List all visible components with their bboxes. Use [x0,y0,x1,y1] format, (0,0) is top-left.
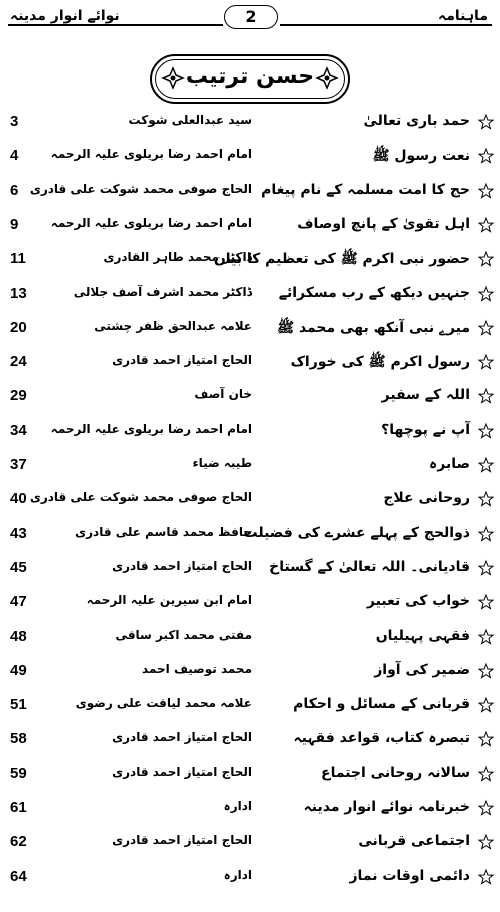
toc-entry-author: خان آصف [194,387,252,402]
toc-entry-title: حضور نبی اکرم ﷺ کی تعظیم کا بیان [213,251,470,268]
toc-entry-title: قربانی کے مسائل و احکام [293,696,470,713]
toc-entry-title: ضمیر کی آواز [374,661,470,678]
toc-entry-page-number: 61 [10,799,27,816]
toc-entry-title: رسول اکرم ﷺ کی خوراک [290,354,470,371]
toc-entry[interactable] [0,760,500,790]
toc-entry[interactable] [0,863,500,893]
toc-entry-page-number: 43 [10,524,27,542]
toc-entry[interactable] [0,828,500,858]
toc-entry[interactable] [0,794,500,824]
toc-entry-title: تبصرہ کتاب، قواعد فقہیہ [293,730,470,747]
toc-entry[interactable] [0,108,500,138]
toc-title: حسن ترتیب [185,64,315,89]
toc-entry-author: الحاج امتیاز احمد قادری [112,558,252,573]
star-bullet-icon [478,148,494,164]
star-bullet-icon [478,834,494,850]
toc-entry-page-number: 11 [10,250,26,268]
toc-entry-author: الحاج امتیاز احمد قادری [112,833,252,848]
header-rule-left [8,24,223,26]
toc-entry-author: طیبہ ضیاء [192,456,252,470]
toc-entry-author: ادارہ [223,799,252,813]
header-right-title: ماہنامہ [438,8,488,24]
star-bullet-icon [478,457,494,473]
toc-entry-page-number: 62 [10,833,27,851]
toc-entry[interactable] [0,417,500,447]
toc-entry-author: امام احمد رضا بریلوی علیہ الرحمہ [50,147,252,162]
toc-entry-page-number: 49 [10,661,27,679]
toc-entry-page-number: 47 [10,593,27,611]
toc-entry-page-number: 59 [10,764,27,782]
star-bullet-icon [478,526,494,542]
toc-entry-author: امام احمد رضا بریلوی علیہ الرحمہ [50,421,252,436]
star-bullet-icon [478,183,494,199]
toc-entry-page-number: 3 [10,113,19,130]
toc-entry-title: فقہی پہیلیاں [375,627,470,644]
toc-entry-title: اللہ کے سفیر [381,387,470,404]
toc-entry-title: اہل تقویٰ کے پانچ اوصاف [297,215,470,232]
toc-entry[interactable] [0,657,500,687]
page-header [0,0,500,38]
toc-entry-author: امام احمد رضا بریلوی علیہ الرحمہ [50,215,252,230]
star-bullet-icon [478,629,494,645]
toc-entry[interactable] [0,142,500,172]
star-bullet-icon [478,320,494,336]
toc-entry-author: علامہ عبدالحق ظفر چشتی [94,318,252,333]
toc-entry-title: ذوالحج کے پہلے عشرے کی فضیلت [243,524,470,541]
toc-entry-page-number: 6 [10,181,19,199]
star-bullet-icon [478,286,494,302]
toc-entry-author: امام ابن سیرین علیہ الرحمہ [86,593,252,608]
toc-entry[interactable] [0,314,500,344]
star-bullet-icon [478,594,494,610]
toc-entry[interactable] [0,177,500,207]
toc-entry-author: الحاج امتیاز احمد قادری [112,353,252,368]
header-left-title: نوائے انوار مدینہ [10,8,120,24]
toc-entry-author: مفتی محمد اکبر ساقی [115,627,252,642]
toc-entry[interactable] [0,725,500,755]
star-bullet-icon [478,697,494,713]
toc-entry-page-number: 13 [10,284,27,302]
toc-entry-title: آپ نے پوچھا؟ [381,421,470,438]
toc-entry-page-number: 45 [10,558,27,576]
toc-entry-page-number: 37 [10,456,27,473]
toc-entry-author: الحاج صوفی محمد شوکت علی قادری [29,181,252,196]
toc-entry[interactable] [0,588,500,618]
toc-entry-title: خواب کی تعبیر [366,593,470,610]
toc-entry[interactable] [0,485,500,515]
toc-entry-page-number: 24 [10,353,27,371]
toc-entry-author: ڈاکٹر محمد طاہر القادری [103,250,252,265]
header-rule-right [280,24,492,26]
toc-entry-title: صابرہ [429,456,470,472]
toc-entry-author: علامہ محمد لیاقت علی رضوی [75,696,252,711]
toc-entry-page-number: 51 [10,696,27,714]
header-page-number: 2 [224,5,278,29]
toc-entry-author: الحاج صوفی محمد شوکت علی قادری [29,490,252,505]
toc-entry-page-number: 4 [10,147,19,165]
star-bullet-icon [478,731,494,747]
toc-entry-page-number: 48 [10,627,27,645]
toc-entry-title: حمد باری تعالیٰ [363,113,470,129]
toc-entry[interactable] [0,211,500,241]
toc-entry[interactable] [0,691,500,721]
toc-entry-author: الحاج امتیاز احمد قادری [112,730,252,745]
toc-entry[interactable] [0,520,500,550]
toc-entry-author: سید عبدالعلی شوکت [128,113,252,127]
toc-entry[interactable] [0,382,500,412]
toc-entry-title: اجتماعی قربانی [358,833,470,850]
toc-entry-author: حافظ محمد قاسم علی قادری [75,524,252,539]
star-bullet-icon [478,114,494,130]
toc-entry[interactable] [0,348,500,378]
star-bullet-icon [478,354,494,370]
toc-entry[interactable] [0,280,500,310]
toc-entry-title: نعت رسول ﷺ [372,148,470,165]
toc-entry[interactable] [0,623,500,653]
toc-entry-page-number: 64 [10,867,27,885]
flower-ornament-icon [316,67,338,89]
toc-title-cartouche [150,54,350,104]
star-bullet-icon [478,217,494,233]
toc-entry-page-number: 20 [10,318,27,336]
toc-entry-title: جنہیں دیکھ کے رب مسکرائے [278,284,470,301]
toc-entry-page-number: 34 [10,421,27,439]
star-bullet-icon [478,560,494,576]
toc-entry[interactable] [0,554,500,584]
star-bullet-icon [478,423,494,439]
star-bullet-icon [478,251,494,267]
star-bullet-icon [478,766,494,782]
toc-entry-title: خبرنامہ نوائے انوار مدینہ [303,799,470,815]
star-bullet-icon [478,388,494,404]
toc-entry-page-number: 9 [10,215,19,233]
star-bullet-icon [478,663,494,679]
toc-entry-author: ڈاکٹر محمد اشرف آصف جلالی [73,284,252,299]
toc-entry-author: محمد توصیف احمد [142,661,252,676]
toc-entry-title: سالانہ روحانی اجتماع [321,764,470,781]
toc-entry-page-number: 29 [10,387,27,405]
star-bullet-icon [478,869,494,885]
toc-entry-title: دائمی اوقات نماز [349,867,470,884]
toc-entry-title: قادیانی۔ اللہ تعالیٰ کے گستاخ [269,558,470,575]
toc-entry-author: ادارہ [223,867,252,882]
toc-entry[interactable] [0,245,500,275]
toc-entry-page-number: 40 [10,490,27,508]
toc-entry-author: الحاج امتیاز احمد قادری [112,764,252,779]
toc-entry-page-number: 58 [10,730,27,748]
toc-entry-title: میرے نبی آنکھ بھی محمد ﷺ [277,319,470,336]
toc-entry-title: حج کا امت مسلمہ کے نام پیغام [261,181,470,198]
star-bullet-icon [478,491,494,507]
star-bullet-icon [478,800,494,816]
toc-entry[interactable] [0,451,500,481]
toc-entry-title: روحانی علاج [383,490,470,507]
